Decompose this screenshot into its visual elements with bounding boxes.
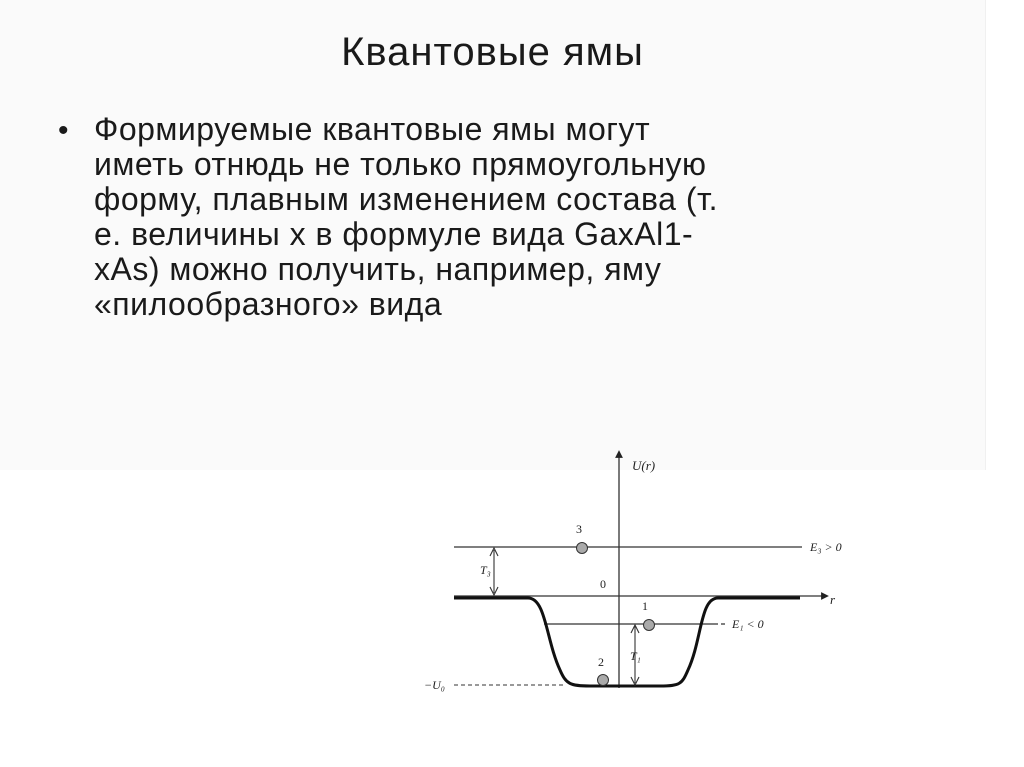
e3-label: E₃ > 0 bbox=[810, 540, 842, 554]
u0-label: −U₀ bbox=[424, 678, 445, 692]
t3-label: T₃ bbox=[480, 563, 491, 577]
potential-well-curve bbox=[454, 598, 800, 686]
point-3 bbox=[577, 543, 588, 554]
bullet-line: xAs) можно получить, например, яму bbox=[94, 251, 662, 287]
point-3-label: 3 bbox=[576, 522, 582, 536]
bullet-line: «пилообразного» вида bbox=[94, 286, 443, 322]
origin-label: 0 bbox=[600, 577, 606, 591]
t1-label: T₁ bbox=[630, 649, 641, 663]
point-2 bbox=[598, 675, 609, 686]
x-axis-label: r bbox=[830, 592, 836, 607]
slide-title: Квантовые ямы bbox=[341, 30, 644, 74]
bullet-dot: • bbox=[58, 114, 69, 147]
point-1 bbox=[644, 620, 655, 631]
y-axis-label: U(r) bbox=[632, 458, 656, 473]
bullet-line: е. величины x в формуле вида GaxAl1- bbox=[94, 216, 694, 252]
point-1-label: 1 bbox=[642, 599, 648, 613]
point-2-label: 2 bbox=[598, 655, 604, 669]
bullet-line: форму, плавным изменением состава (т. bbox=[94, 181, 718, 217]
bullet-line: Формируемые квантовые ямы могут bbox=[94, 111, 651, 147]
quantum-well-diagram bbox=[420, 440, 880, 700]
e1-label: E₁ < 0 bbox=[732, 617, 764, 631]
bullet-text bbox=[94, 112, 718, 322]
bullet-line: иметь отнюдь не только прямоугольную bbox=[94, 146, 707, 182]
